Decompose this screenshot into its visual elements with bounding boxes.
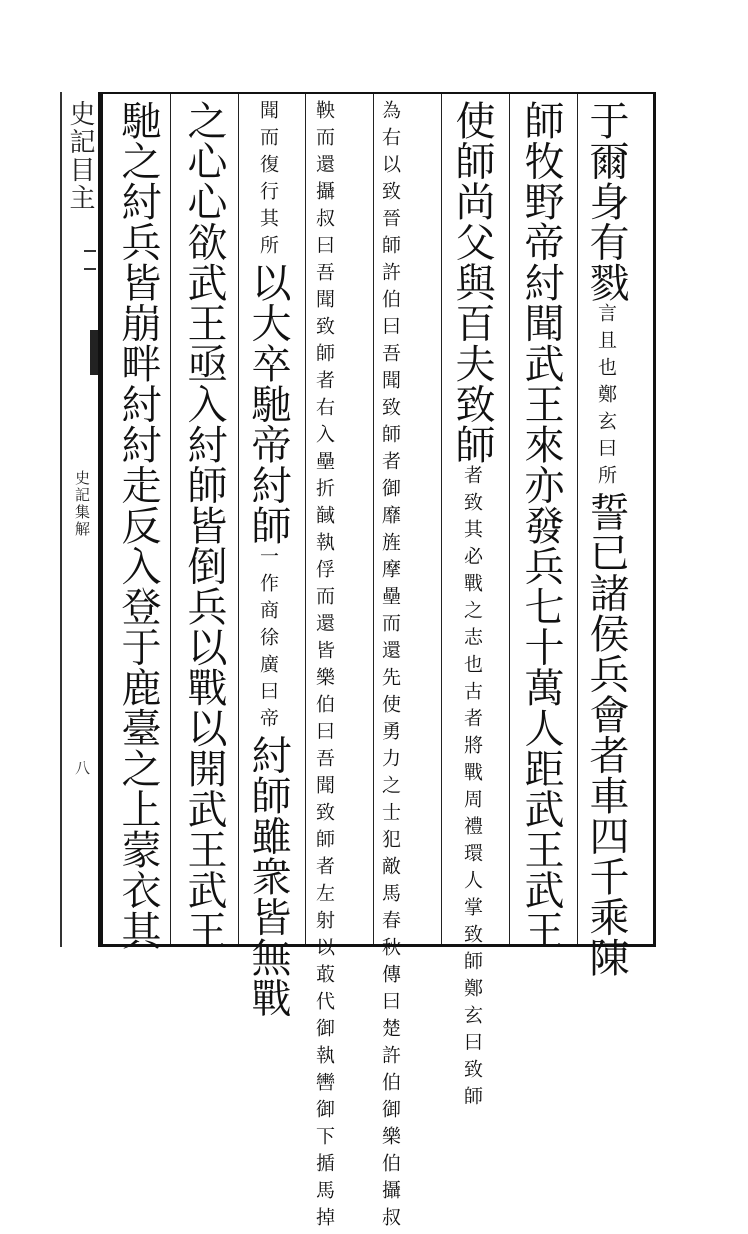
column-divider [305,94,306,944]
main-text: 師牧野帝紂聞武王來亦發兵七十萬人距武王武王 [518,100,564,951]
annotation-line: 徐廣曰帝 [257,626,279,735]
annotation-line: 行其所 [257,181,279,262]
annotation [258,546,277,735]
annotation-line: 為右以致晉師許伯曰吾聞致師者御靡旌摩壘而還 [379,100,401,667]
annotation-line: 聞而復 [257,100,279,181]
text-column-7 [181,100,227,951]
text-column-2 [518,100,564,951]
annotation-line: 鞅而還攝叔曰吾聞致師者右入壘折馘執俘而還皆 [313,100,335,667]
margin-title: 史記目主 [65,100,95,212]
folio-number: 八 [73,760,91,775]
main-text: 誓已諸侯兵會者車四千乘陳 [583,491,629,978]
main-text: 馳之紂兵皆崩畔紂紂走反入登于鹿臺之上蒙衣其 [115,100,161,951]
annotation-line: 言且也 [595,302,617,384]
text-column-4 [380,100,399,1234]
text-column-3 [449,100,495,1113]
annotation-line: 先使勇力之士犯敵馬春秋傳曰楚許伯御樂伯攝叔 [379,667,401,1234]
main-text: 紂師雖衆皆無戰 [245,734,291,1018]
column-divider [577,94,578,944]
text-column-5 [314,100,333,1234]
annotation [258,100,277,262]
annotation-line: 樂伯曰吾聞致師者左射以菆代御執轡御下揗馬掉 [313,667,335,1234]
text-column-1 [583,100,629,978]
annotation [596,303,615,492]
annotation [462,465,481,1113]
annotation-line: 鄭玄曰所 [595,383,617,492]
margin-bracket [84,250,96,270]
text-column-6 [245,100,291,1018]
main-text: 以大卒馳帝紂師 [245,262,291,546]
main-text: 使師尚父與百夫致師 [449,100,495,465]
margin-book-title: 史記集解 [73,470,91,538]
annotation-line: 周禮環人掌致師鄭玄曰致師 [461,788,483,1113]
column-divider [509,94,510,944]
main-text: 于爾身有戮 [583,100,629,303]
column-divider [238,94,239,944]
column-divider [441,94,442,944]
column-divider [373,94,374,944]
main-text: 之心心欲武王亟入紂師皆倒兵以戰以開武王武王 [181,100,227,951]
annotation-line: 者致其必戰之志也古者將戰 [461,464,483,789]
column-divider [170,94,171,944]
annotation-line: 一作商 [257,545,279,627]
text-column-8 [115,100,161,951]
